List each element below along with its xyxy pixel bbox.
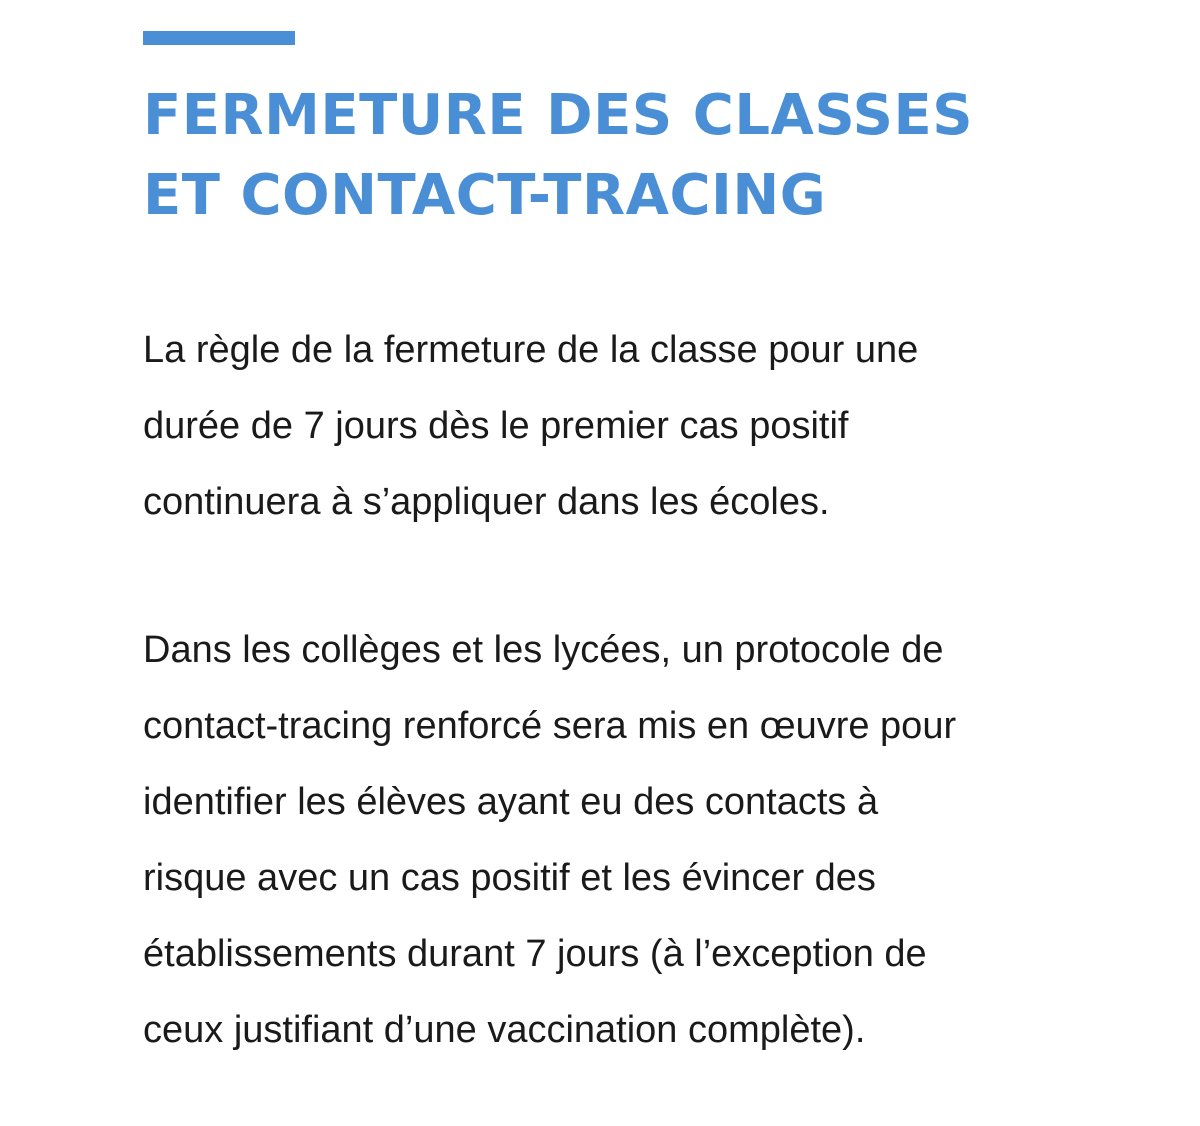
accent-bar [143, 31, 295, 45]
paragraph-primary-schools [143, 312, 1103, 540]
paragraph-line: continuera à s’appliquer dans les écoles. [143, 481, 830, 523]
heading-line: FERMETURE DES CLASSES [143, 83, 974, 148]
paragraph-line: identifier les élèves ayant eu des contacts à [143, 781, 879, 823]
paragraph-line: ceux justifiant d’une vaccination complète). [143, 1009, 866, 1051]
paragraph-line: Dans les collèges et les lycées, un protocole de [143, 629, 944, 671]
section-heading [143, 76, 1143, 236]
paragraph-line: risque avec un cas positif et les évincer des [143, 857, 876, 899]
paragraph-line: contact-tracing renforcé sera mis en œuvre pour [143, 705, 957, 747]
paragraph-secondary-schools [143, 612, 1103, 1068]
paragraph-line: La règle de la fermeture de la classe pour une [143, 329, 919, 371]
heading-line: ET CONTACT-TRACING [143, 163, 827, 228]
paragraph-line: durée de 7 jours dès le premier cas positif [143, 405, 849, 447]
paragraph-line: établissements durant 7 jours (à l’exception de [143, 933, 927, 975]
